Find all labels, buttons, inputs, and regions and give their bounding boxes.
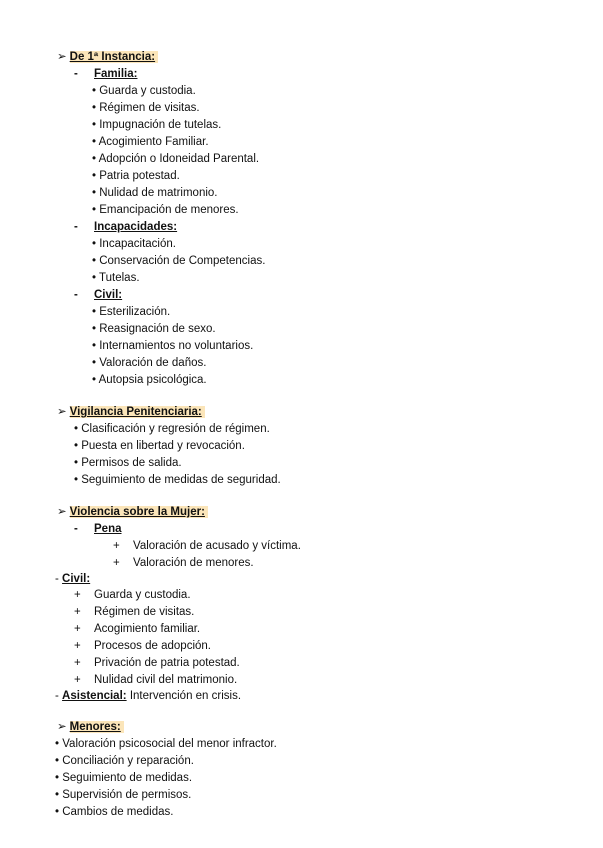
list-item: • Valoración psicosocial del menor infractor. (55, 738, 277, 750)
list-item: + Acogimiento familiar. (74, 623, 201, 635)
bullet-icon: • (92, 85, 97, 97)
subheading-label: Pena (94, 523, 122, 535)
subheading-civil-violencia (55, 572, 90, 586)
list-item: • Guarda y custodia. (92, 85, 196, 97)
list-item: • Conservación de Competencias. (92, 255, 266, 267)
subheading-civil (74, 288, 122, 302)
plus-icon: + (74, 589, 81, 601)
section-title: Violencia sobre la Mujer: (70, 506, 208, 518)
section-title: De 1ª Instancia: (70, 51, 158, 63)
list-item: • Esterilización. (92, 306, 171, 318)
bullet-icon: • (74, 423, 79, 435)
list-item: • Permisos de salida. (74, 457, 182, 469)
bullet-icon: • (55, 806, 60, 818)
bullet-icon: • (92, 374, 97, 386)
arrow-icon: ➢ (57, 406, 67, 418)
dash-icon: - (74, 221, 78, 233)
list-item: • Valoración de daños. (92, 357, 207, 369)
subheading-label: Civil: (94, 289, 123, 301)
bullet-icon: • (92, 357, 97, 369)
list-item: • Nulidad de matrimonio. (92, 187, 218, 199)
list-item: • Puesta en libertad y revocación. (74, 440, 245, 452)
subheading-familia (74, 67, 137, 81)
list-item: • Autopsia psicológica. (92, 374, 207, 386)
list-item: • Seguimiento de medidas. (55, 772, 193, 784)
bullet-icon: • (92, 136, 97, 148)
subheading-incapacidades (74, 220, 177, 234)
subheading-label: Familia: (94, 68, 138, 80)
list-item: • Régimen de visitas. (92, 102, 200, 114)
section-heading-menores (57, 720, 124, 734)
arrow-icon: ➢ (57, 51, 67, 63)
list-item: • Reasignación de sexo. (92, 323, 216, 335)
subheading-label: Asistencial: (62, 690, 127, 702)
arrow-icon: ➢ (57, 506, 67, 518)
bullet-icon: • (74, 457, 79, 469)
dash-icon: - (55, 573, 59, 585)
asistencial-text: Intervención en crisis. (129, 690, 242, 702)
bullet-icon: • (92, 255, 97, 267)
list-item: • Supervisión de permisos. (55, 789, 192, 801)
subheading-label: Civil: (62, 573, 91, 585)
plus-icon: + (74, 606, 81, 618)
list-item: + Nulidad civil del matrimonio. (74, 674, 238, 686)
plus-icon: + (74, 657, 81, 669)
list-item: • Conciliación y reparación. (55, 755, 194, 767)
plus-icon: + (74, 623, 81, 635)
bullet-icon: • (55, 789, 60, 801)
list-item: + Valoración de acusado y víctima. (113, 540, 301, 552)
dash-icon: - (74, 289, 78, 301)
list-item: • Impugnación de tutelas. (92, 119, 222, 131)
list-item: + Régimen de visitas. (74, 606, 195, 618)
bullet-icon: • (92, 306, 97, 318)
list-item: • Tutelas. (92, 272, 140, 284)
list-item: • Internamientos no voluntarios. (92, 340, 254, 352)
bullet-icon: • (74, 474, 79, 486)
list-item: • Emancipación de menores. (92, 204, 239, 216)
list-item: • Acogimiento Familiar. (92, 136, 209, 148)
plus-icon: + (113, 540, 120, 552)
bullet-icon: • (55, 772, 60, 784)
bullet-icon: • (92, 102, 97, 114)
list-item: • Cambios de medidas. (55, 806, 174, 818)
bullet-icon: • (92, 340, 97, 352)
bullet-icon: • (92, 187, 97, 199)
subheading-label: Incapacidades: (94, 221, 178, 233)
list-item: • Seguimiento de medidas de seguridad. (74, 474, 281, 486)
bullet-icon: • (92, 204, 97, 216)
list-item: + Guarda y custodia. (74, 589, 191, 601)
plus-icon: + (74, 674, 81, 686)
section-heading-vigilancia (57, 405, 205, 419)
subheading-pena (74, 522, 122, 536)
plus-icon: + (113, 557, 120, 569)
dash-icon: - (74, 523, 78, 535)
section-title: Menores: (70, 721, 124, 733)
bullet-icon: • (92, 170, 97, 182)
bullet-icon: • (92, 153, 97, 165)
bullet-icon: • (74, 440, 79, 452)
list-item: • Adopción o Idoneidad Parental. (92, 153, 260, 165)
list-item: + Procesos de adopción. (74, 640, 211, 652)
bullet-icon: • (55, 738, 60, 750)
subheading-asistencial (55, 689, 241, 703)
bullet-icon: • (92, 323, 97, 335)
bullet-icon: • (92, 272, 97, 284)
bullet-icon: • (92, 238, 97, 250)
list-item: + Valoración de menores. (113, 557, 254, 569)
arrow-icon: ➢ (57, 721, 67, 733)
section-heading-instancia (57, 50, 158, 64)
plus-icon: + (74, 640, 81, 652)
dash-icon: - (55, 690, 59, 702)
bullet-icon: • (92, 119, 97, 131)
dash-icon: - (74, 68, 78, 80)
section-heading-violencia (57, 505, 208, 519)
section-title: Vigilancia Penitenciaria: (70, 406, 205, 418)
list-item: • Clasificación y regresión de régimen. (74, 423, 270, 435)
list-item: • Patria potestad. (92, 170, 180, 182)
bullet-icon: • (55, 755, 60, 767)
list-item: + Privación de patria potestad. (74, 657, 240, 669)
list-item: • Incapacitación. (92, 238, 176, 250)
